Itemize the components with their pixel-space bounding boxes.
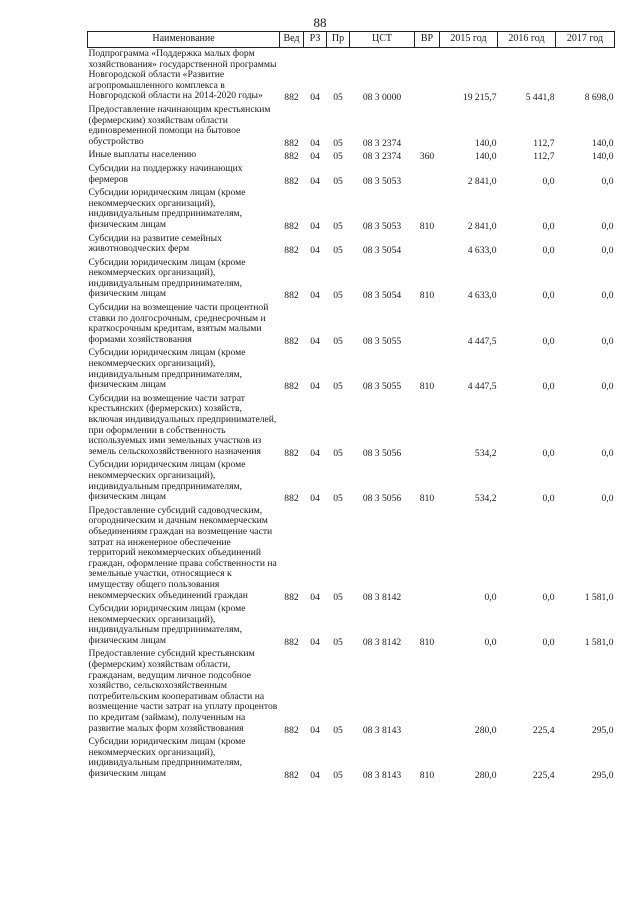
row-value-2016: 0,0 (542, 290, 555, 302)
row-vr (415, 163, 440, 187)
row-vr (415, 48, 440, 104)
row-rz: 04 (310, 220, 320, 232)
row-cst: 08 3 8142 (362, 636, 402, 648)
row-ved: 882 (284, 493, 299, 505)
row-ved: 882 (284, 381, 299, 393)
row-cst: 08 3 5056 (362, 493, 402, 505)
row-cst: 08 3 5055 (362, 381, 402, 393)
row-value-2016: 112,7 (533, 137, 555, 149)
row-value-2015: 0,0 (484, 636, 497, 648)
page-number: 88 (313, 15, 327, 30)
row-rz: 04 (310, 447, 320, 459)
row-vr: 810 (419, 636, 435, 648)
budget-table-container (87, 31, 614, 782)
table-row (88, 347, 615, 392)
row-rz: 04 (310, 245, 320, 257)
row-ved: 882 (284, 591, 299, 603)
table-row (88, 459, 615, 504)
row-rz: 04 (310, 290, 320, 302)
row-rz: 04 (310, 151, 320, 163)
row-value-2016: 0,0 (542, 175, 555, 187)
row-value-2017: 140,0 (591, 151, 614, 163)
table-row (88, 257, 615, 302)
table-row (88, 393, 615, 460)
row-cst: 08 3 2374 (362, 137, 402, 149)
row-ved: 882 (284, 335, 299, 347)
row-value-2016: 0,0 (542, 245, 555, 257)
row-rz: 04 (310, 770, 320, 781)
table-row (88, 648, 615, 736)
row-rz: 04 (310, 493, 320, 505)
row-name: Субсидии на возмещение части процентной ставки по долгосрочным, среднесрочным и краткосрочным кредитам, взятым малыми формами хозяйствования (88, 302, 269, 345)
row-name: Субсидии на поддержку начинающих фермеров (88, 162, 243, 185)
row-value-2016: 0,0 (542, 381, 555, 393)
header-ved: Вед (280, 32, 304, 48)
row-pr: 05 (333, 724, 343, 736)
row-value-2015: 140,0 (474, 137, 497, 149)
row-value-2017: 1 581,0 (584, 636, 614, 648)
row-value-2017: 0,0 (601, 220, 614, 232)
row-value-2015: 280,0 (474, 770, 497, 781)
row-value-2015: 2 841,0 (467, 175, 497, 187)
row-cst: 08 3 5055 (362, 335, 402, 347)
row-rz: 04 (310, 335, 320, 347)
row-name: Субсидии юридическим лицам (кроме некоммерческих организаций), индивидуальным предпринимателям, физическим лицам (88, 347, 246, 391)
row-pr: 05 (333, 493, 343, 505)
row-pr: 05 (333, 151, 343, 163)
row-name: Субсидии юридическим лицам (кроме некоммерческих организаций), индивидуальным предпринимателям, физическим лицам (88, 187, 246, 230)
row-name: Предоставление субсидий садоводческим, огородническим и дачным некоммерческим объединениям граждан на возмещение части затрат на инженерное обеспечение территорий некоммерческих объединений граждан, оформление права собственности на земельные участки, относящиеся к имуществу общего пользования некоммерческих объединений граждан (88, 504, 277, 601)
row-cst: 08 3 5053 (362, 220, 402, 232)
row-vr (415, 393, 440, 460)
header-name: Наименование (88, 32, 280, 48)
row-value-2016: 0,0 (542, 636, 555, 648)
row-value-2017: 0,0 (601, 381, 614, 393)
row-pr: 05 (333, 175, 343, 187)
row-cst: 08 3 5054 (362, 245, 402, 257)
table-row (88, 505, 615, 603)
row-cst: 08 3 5056 (362, 447, 402, 459)
row-name: Предоставление субсидий крестьянским (фермерским) хозяйствам области, гражданам, ведущим личное подсобное хозяйство, сельскохозяйственным потребительским кооперативам области на возмещение части затрат на уплату процентов по кредитам (займам), полученным на развитие малых форм хозяйствования (88, 648, 278, 734)
table-row (88, 302, 615, 347)
row-vr (415, 505, 440, 603)
row-ved: 882 (284, 770, 299, 781)
row-vr: 810 (419, 290, 435, 302)
row-value-2015: 4 447,5 (467, 335, 497, 347)
table-row (88, 233, 615, 257)
row-value-2017: 0,0 (601, 493, 614, 505)
row-name: Субсидии юридическим лицам (кроме некоммерческих организаций), индивидуальным предпринимателям, физическим лицам (88, 459, 246, 503)
row-value-2017: 1 581,0 (584, 591, 614, 603)
row-ved: 882 (284, 245, 299, 257)
row-value-2016: 0,0 (542, 447, 555, 459)
row-value-2016: 0,0 (542, 335, 555, 347)
row-value-2016: 0,0 (542, 220, 555, 232)
table-row (88, 736, 615, 781)
row-pr: 05 (333, 220, 343, 232)
row-ved: 882 (284, 220, 299, 232)
row-value-2015: 140,0 (474, 151, 497, 163)
row-pr: 05 (333, 290, 343, 302)
row-name: Субсидии юридическим лицам (кроме некоммерческих организаций), индивидуальным предпринимателям, физическим лицам (88, 603, 246, 646)
header-2016: 2016 год (498, 32, 556, 48)
row-cst: 08 3 5054 (362, 290, 402, 302)
row-value-2017: 0,0 (601, 447, 614, 459)
row-value-2016: 5 441,8 (525, 92, 555, 104)
row-value-2016: 225,4 (532, 724, 555, 736)
row-ved: 882 (284, 447, 299, 459)
row-vr (415, 648, 440, 736)
row-name: Субсидии на развитие семейных животноводческих ферм (88, 232, 222, 255)
header-pr: Пр (327, 32, 350, 48)
row-value-2015: 19 215,7 (462, 92, 497, 104)
row-vr: 810 (419, 770, 435, 781)
table-body (88, 48, 615, 782)
row-ved: 882 (284, 137, 299, 149)
row-pr: 05 (333, 591, 343, 603)
budget-table (87, 31, 615, 782)
row-rz: 04 (310, 381, 320, 393)
table-row (88, 149, 615, 163)
row-pr: 05 (333, 447, 343, 459)
row-value-2017: 140,0 (591, 137, 614, 149)
row-ved: 882 (284, 290, 299, 302)
row-value-2017: 0,0 (601, 335, 614, 347)
row-value-2016: 0,0 (542, 591, 555, 603)
row-cst: 08 3 2374 (362, 151, 402, 163)
row-pr: 05 (333, 245, 343, 257)
row-vr (415, 233, 440, 257)
row-value-2015: 4 447,5 (467, 381, 497, 393)
row-rz: 04 (310, 591, 320, 603)
row-name: Иные выплаты населению (88, 149, 197, 161)
header-rz: РЗ (304, 32, 327, 48)
row-rz: 04 (310, 636, 320, 648)
header-2017: 2017 год (556, 32, 615, 48)
header-cst: ЦСТ (350, 32, 415, 48)
table-row (88, 603, 615, 648)
row-vr (415, 302, 440, 347)
row-ved: 882 (284, 724, 299, 736)
row-name: Субсидии юридическим лицам (кроме некоммерческих организаций), индивидуальным предпринимателям, физическим лицам (88, 256, 246, 300)
table-row (88, 163, 615, 187)
row-pr: 05 (333, 137, 343, 149)
row-vr: 810 (419, 381, 435, 393)
row-pr: 05 (333, 335, 343, 347)
row-name: Подпрограмма «Поддержка малых форм хозяйствования» государственной программы Новгородской области «Развитие агропромышленного комплекса в Новгородской области на 2014-2020 годы» (88, 48, 277, 102)
row-pr: 05 (333, 636, 343, 648)
row-value-2017: 0,0 (601, 175, 614, 187)
row-value-2015: 534,2 (474, 493, 497, 505)
row-value-2017: 0,0 (601, 290, 614, 302)
row-rz: 04 (310, 175, 320, 187)
row-vr: 810 (419, 493, 435, 505)
row-cst: 08 3 5053 (362, 175, 402, 187)
row-rz: 04 (310, 137, 320, 149)
row-vr (415, 104, 440, 149)
table-header-row (88, 32, 615, 48)
row-value-2015: 4 633,0 (467, 290, 497, 302)
row-value-2017: 295,0 (591, 724, 614, 736)
row-value-2017: 295,0 (591, 770, 614, 781)
row-cst: 08 3 8143 (362, 724, 402, 736)
table-row (88, 104, 615, 149)
row-value-2017: 8 698,0 (584, 92, 614, 104)
row-name: Субсидии на возмещение части затрат крестьянских (фермерских) хозяйств, включая индивидуальных предпринимателей, при оформлении в собственность используемых ими земельных участков из земель сельскохозяйственного назначения (88, 392, 277, 457)
table-row (88, 187, 615, 232)
row-pr: 05 (333, 92, 343, 104)
row-rz: 04 (310, 92, 320, 104)
row-ved: 882 (284, 175, 299, 187)
row-value-2015: 4 633,0 (467, 245, 497, 257)
row-value-2015: 2 841,0 (467, 220, 497, 232)
row-name: Субсидии юридическим лицам (кроме некоммерческих организаций), индивидуальным предпринимателям, физическим лицам (88, 736, 246, 779)
row-rz: 04 (310, 724, 320, 736)
row-value-2016: 0,0 (542, 493, 555, 505)
header-vr: ВР (415, 32, 440, 48)
row-value-2015: 280,0 (474, 724, 497, 736)
header-2015: 2015 год (440, 32, 498, 48)
row-value-2015: 534,2 (474, 447, 497, 459)
row-value-2015: 0,0 (484, 591, 497, 603)
row-name: Предоставление начинающим крестьянским (фермерским) хозяйствам области единовременной помощи на бытовое обустройство (88, 103, 271, 147)
row-pr: 05 (333, 770, 343, 781)
row-vr: 810 (419, 220, 435, 232)
row-ved: 882 (284, 636, 299, 648)
table-row (88, 48, 615, 104)
row-ved: 882 (284, 151, 299, 163)
row-cst: 08 3 8142 (362, 591, 402, 603)
row-ved: 882 (284, 92, 299, 104)
row-vr: 360 (419, 151, 435, 163)
row-value-2016: 225,4 (532, 770, 555, 781)
row-cst: 08 3 0000 (362, 92, 402, 104)
row-value-2016: 112,7 (533, 151, 555, 163)
row-cst: 08 3 8143 (362, 770, 402, 781)
row-pr: 05 (333, 381, 343, 393)
row-value-2017: 0,0 (601, 245, 614, 257)
